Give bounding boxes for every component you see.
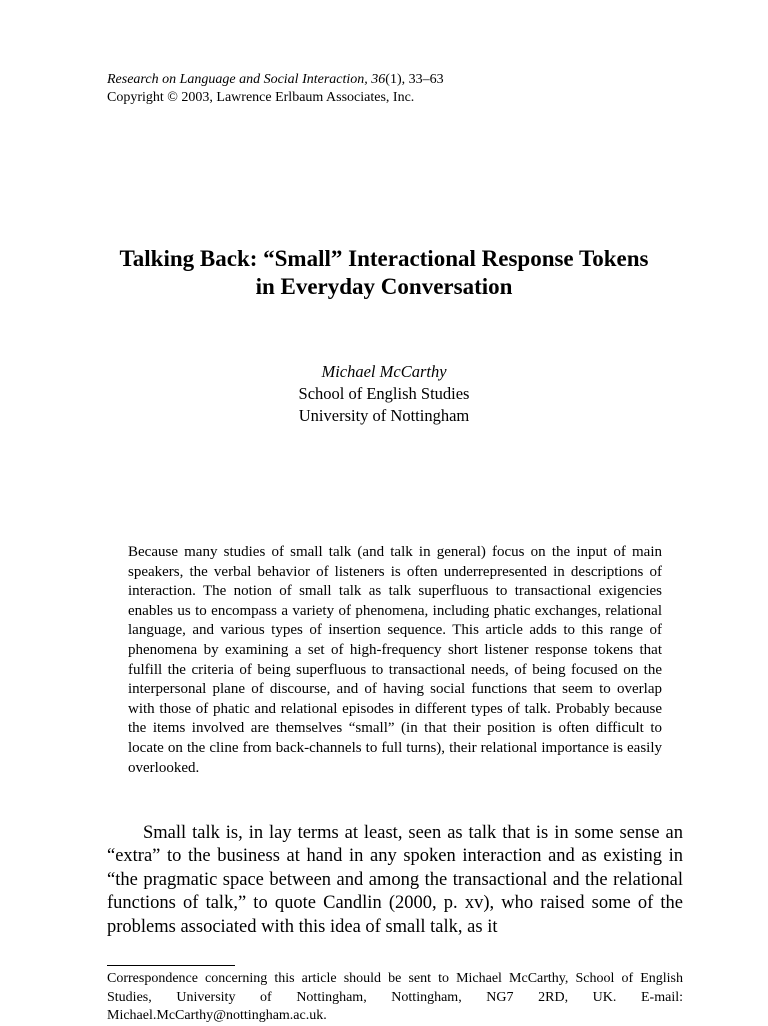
copyright-line: Copyright © 2003, Lawrence Erlbaum Associates, Inc. (107, 90, 415, 105)
journal-volume: 36 (371, 72, 386, 87)
journal-issue-pages: (1), 33–63 (385, 72, 444, 87)
author-institution: University of Nottingham (298, 406, 470, 425)
article-title (60, 245, 708, 301)
author-block (184, 361, 584, 427)
title-line-2: in Everyday Conversation (255, 274, 513, 299)
author-name: Michael McCarthy (321, 362, 447, 381)
journal-name: Research on Language and Social Interaction, (107, 72, 368, 87)
title-line-1: Talking Back: “Small” Interactional Response Tokens (119, 246, 649, 271)
running-head (107, 71, 683, 107)
correspondence-footnote: Correspondence concerning this article should be sent to Michael McCarthy, School of English Studies, University of Nottingham, Nottingham, NG7 2RD, UK. E-mail: Michael.McCarthy@nottingham.ac.uk. (107, 971, 683, 1024)
body-paragraph: Small talk is, in lay terms at least, seen as talk that is in some sense an “extra” to the business at hand in any spoken interaction and as existing in “the pragmatic space between and among the transactional and the relational functions of talk,” to quote Candlin (2000, p. xv), who raised some of the problems associated with this idea of small talk, as it (107, 823, 683, 937)
author-department: School of English Studies (298, 384, 470, 403)
abstract: Because many studies of small talk (and talk in general) focus on the input of main speakers, the verbal behavior of listeners is often underrepresented in descriptions of interaction. The notion of small talk as talk superfluous to transactional exigencies enables us to encompass a variety of phenomena, including phatic exchanges, relational language, and various types of insertion sequence. This article adds to this range of phenomena by examining a set of high-frequency short listener response tokens that fulfill the criteria of being superfluous to transactional needs, of being focused on the interpersonal plane of discourse, and of having social functions that seem to overlap with those of phatic and relational episodes in different types of talk. Probably because the items involved are themselves “small” (in that their position is often difficult to locate on the cline from back-channels to full turns), their relational importance is easily overlooked. (128, 544, 662, 776)
journal-citation (107, 71, 683, 89)
footnote-divider (107, 965, 235, 966)
